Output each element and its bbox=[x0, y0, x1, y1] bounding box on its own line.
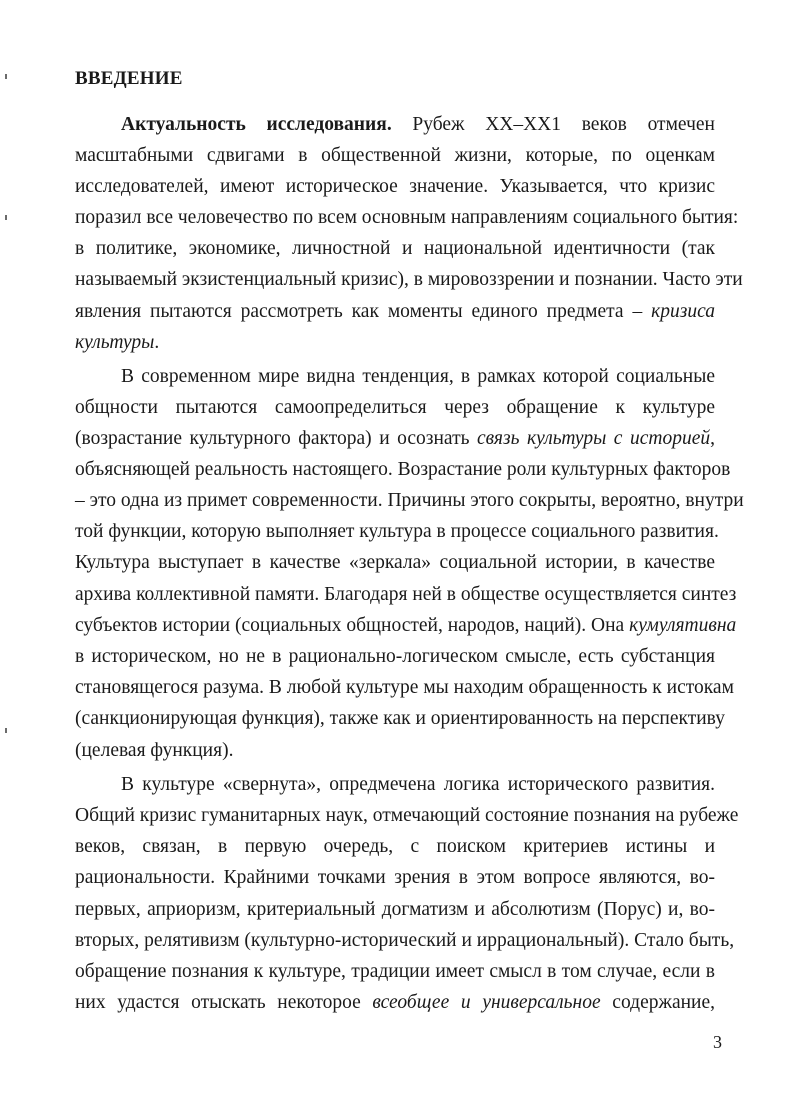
text-segment: Общий кризис гуманитарных наук, отмечающий состояние познания на рубеже bbox=[75, 805, 739, 826]
text-segment: исследователей, имеют историческое значение. Указывается, что кризис bbox=[75, 176, 715, 197]
text-segment: веков, связан, в первую очередь, с поиском критериев истины и bbox=[75, 836, 715, 857]
text-segment: объясняющей реальность настоящего. Возрастание роли культурных факторов bbox=[75, 459, 731, 480]
text-line bbox=[75, 547, 715, 578]
text-segment: (целевая функция). bbox=[75, 740, 234, 761]
text-line bbox=[75, 610, 737, 641]
text-line bbox=[121, 109, 715, 140]
text-segment: становящегося разума. В любой культуре мы находим обращенность к истокам bbox=[75, 677, 734, 698]
text-segment: (возрастание культурного фактора) и осознать bbox=[75, 428, 478, 449]
scan-margin-mark bbox=[5, 74, 7, 79]
text-line bbox=[75, 392, 715, 423]
text-line bbox=[75, 862, 715, 893]
text-segment: них удастся отыскать некоторое bbox=[75, 992, 373, 1013]
text-segment: рациональности. Крайними точками зрения в этом вопросе являются, во- bbox=[75, 867, 715, 888]
text-line bbox=[75, 735, 715, 766]
text-line bbox=[75, 579, 737, 610]
italic-text: всеобщее и универсальное bbox=[372, 992, 601, 1013]
text-segment: явления пытаются рассмотреть как моменты единого предмета – bbox=[75, 301, 652, 322]
text-line bbox=[75, 171, 715, 202]
text-segment: Культура выступает в качестве «зеркала» социальной истории, в качестве bbox=[75, 552, 715, 573]
page-number: 3 bbox=[713, 1032, 722, 1052]
text-line bbox=[75, 800, 739, 831]
text-segment: содержание, bbox=[600, 992, 716, 1013]
text-line bbox=[75, 264, 743, 295]
text-segment: В современном мире видна тенденция, в рамках которой социальные bbox=[121, 366, 715, 387]
text-line bbox=[75, 327, 715, 358]
text-line bbox=[121, 361, 715, 392]
text-segment: Рубеж XX–XX1 веков отмечен bbox=[391, 114, 715, 135]
text-line bbox=[75, 485, 744, 516]
text-segment: общности пытаются самоопределиться через обращение к культуре bbox=[75, 397, 715, 418]
text-line bbox=[75, 925, 735, 956]
text-line bbox=[75, 140, 715, 171]
text-segment: обращение познания к культуре, традиции имеет смысл в том случае, если в bbox=[75, 961, 715, 982]
text-line bbox=[75, 233, 715, 264]
text-line bbox=[75, 454, 731, 485]
text-segment: архива коллективной памяти. Благодаря ней в обществе осуществляется синтез bbox=[75, 584, 737, 605]
text-line bbox=[75, 894, 715, 925]
text-segment: в политике, экономике, личностной и национальной идентичности (так bbox=[75, 238, 715, 259]
italic-text: кумулятивна bbox=[629, 615, 737, 636]
italic-text: связь культуры с историей bbox=[477, 428, 711, 449]
text-segment: – это одна из примет современности. Причины этого сокрыты, вероятно, внутри bbox=[75, 490, 744, 511]
text-line bbox=[75, 987, 715, 1018]
text-line bbox=[75, 831, 715, 862]
text-line bbox=[121, 769, 715, 800]
italic-text: кризиса bbox=[651, 301, 715, 322]
text-segment: субъектов истории (социальных общностей, народов, наций). Она bbox=[75, 615, 630, 636]
section-heading: ВВЕДЕНИЕ bbox=[75, 68, 183, 89]
text-segment: поразил все человечество по всем основным направлениям социального бытия: bbox=[75, 207, 739, 228]
text-segment: вторых, релятивизм (культурно-исторический и иррациональный). Стало быть, bbox=[75, 930, 735, 951]
scan-margin-mark bbox=[5, 215, 7, 220]
scan-margin-mark bbox=[5, 728, 7, 733]
text-segment: . bbox=[154, 332, 160, 353]
text-line bbox=[75, 703, 725, 734]
text-segment: в историческом, но не в рационально-логическом смысле, есть субстанция bbox=[75, 646, 715, 667]
text-segment: той функции, которую выполняет культура в процессе социального развития. bbox=[75, 521, 719, 542]
text-segment: называемый экзистенциальный кризис), в мировоззрении и познании. Часто эти bbox=[75, 269, 743, 290]
text-segment: В культуре «свернута», опредмечена логика исторического развития. bbox=[121, 774, 715, 795]
italic-text: культуры bbox=[75, 332, 155, 353]
text-line bbox=[75, 641, 715, 672]
text-line bbox=[75, 672, 734, 703]
text-segment: , bbox=[710, 428, 716, 449]
text-line bbox=[75, 956, 715, 987]
text-line bbox=[75, 296, 715, 327]
text-line bbox=[75, 516, 719, 547]
text-segment: первых, априоризм, критериальный догматизм и абсолютизм (Порус) и, во- bbox=[75, 899, 715, 920]
text-segment: масштабными сдвигами в общественной жизни, которые, по оценкам bbox=[75, 145, 715, 166]
text-line bbox=[75, 423, 715, 454]
text-segment: (санкционирующая функция), также как и ориентированность на перспективу bbox=[75, 708, 725, 729]
text-line bbox=[75, 202, 739, 233]
bold-text: Актуальность исследования. bbox=[121, 114, 392, 135]
